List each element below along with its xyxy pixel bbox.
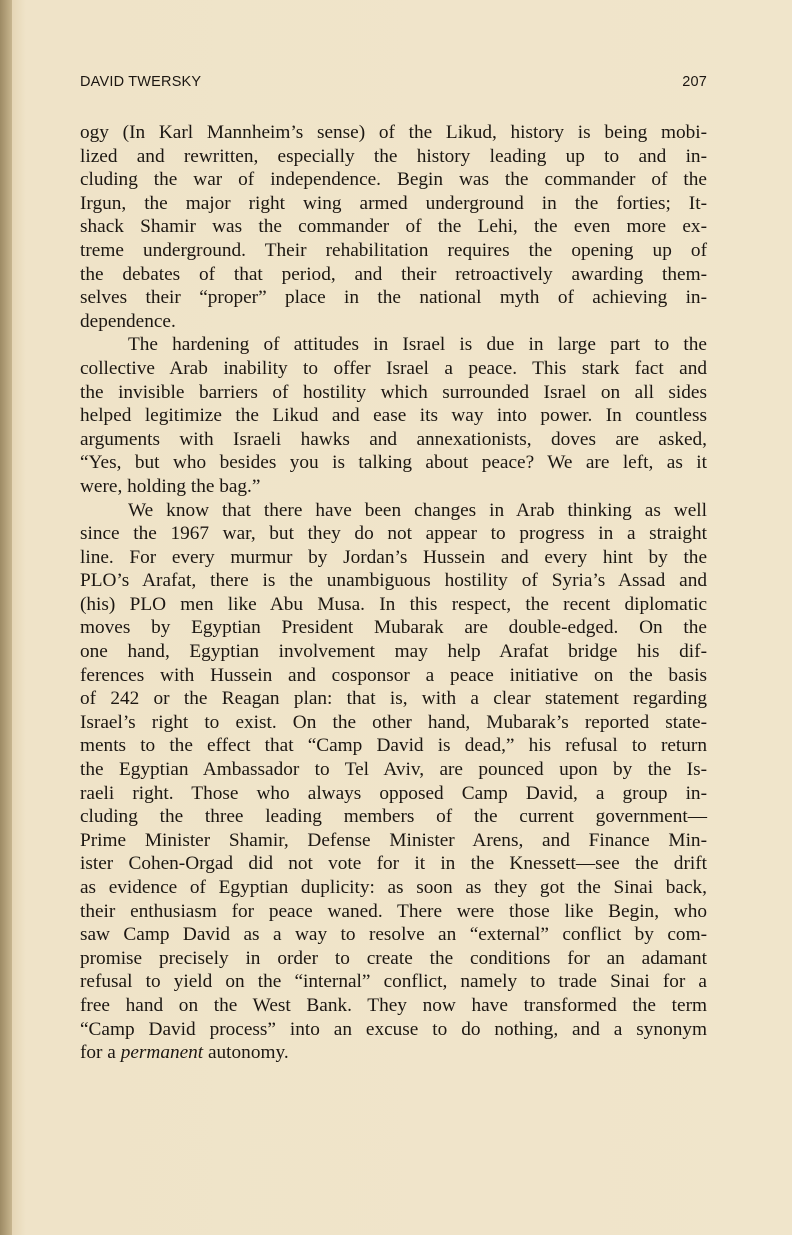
text-line: ogy (In Karl Mannheim’s sense) of the Likud, history is being mobi- <box>80 122 707 143</box>
text-line: dependence. <box>80 310 176 332</box>
text-line: the Egyptian Ambassador to Tel Aviv, are pounced upon by the Is- <box>80 759 707 781</box>
text-line: line. For every murmur by Jordan’s Hussein and every hint by the <box>80 546 707 568</box>
text-line-final <box>80 1041 707 1065</box>
text-line: were, holding the bag.” <box>80 475 261 497</box>
text-line: moves by Egyptian President Mubarak are double-edged. On the <box>80 617 707 639</box>
text-line: saw Camp David as a way to resolve an “external” conflict by com- <box>80 924 707 946</box>
text-line: Israel’s right to exist. On the other hand, Mubarak’s reported state- <box>80 711 707 733</box>
text-line: raeli right. Those who always opposed Camp David, a group in- <box>80 782 707 804</box>
text-line: selves their “proper” place in the national myth of achieving in- <box>80 287 707 309</box>
text-line: cluding the war of independence. Begin was the commander of the <box>80 169 707 191</box>
final-line-after: autonomy. <box>203 1042 289 1064</box>
text-line: shack Shamir was the commander of the Lehi, the even more ex- <box>80 216 707 238</box>
text-line: Irgun, the major right wing armed underground in the forties; It- <box>80 192 707 214</box>
text-line: the debates of that period, and their retroactively awarding them- <box>80 263 707 285</box>
page-number: 207 <box>682 74 707 90</box>
text-line: ments to the effect that “Camp David is dead,” his refusal to return <box>80 735 707 757</box>
text-line: of 242 or the Reagan plan: that is, with a clear statement regarding <box>80 688 707 710</box>
text-line: We know that there have been changes in Arab thinking as well <box>128 499 707 521</box>
text-line: “Yes, but who besides you is talking about peace? We are left, as it <box>80 452 707 474</box>
text-line: lized and rewritten, especially the history leading up to and in- <box>80 145 707 167</box>
text-line: treme underground. Their rehabilitation requires the opening up of <box>80 239 707 261</box>
text-line: cluding the three leading members of the current government— <box>80 806 707 828</box>
text-line: their enthusiasm for peace waned. There were those like Begin, who <box>80 900 707 922</box>
text-line: free hand on the West Bank. They now have transformed the term <box>80 994 707 1016</box>
running-head <box>80 74 707 96</box>
text-line: ferences with Hussein and cosponsor a peace initiative on the basis <box>80 664 707 686</box>
text-line: ister Cohen-Orgad did not vote for it in the Knessett—see the drift <box>80 853 707 875</box>
text-line: as evidence of Egyptian duplicity: as soon as they got the Sinai back, <box>80 877 707 898</box>
text-line: arguments with Israeli hawks and annexationists, doves are asked, <box>80 428 707 450</box>
text-line: collective Arab inability to offer Israel a peace. This stark fact and <box>80 357 707 379</box>
text-line: since the 1967 war, but they do not appear to progress in a straight <box>80 523 707 545</box>
final-line-before: for a <box>80 1042 121 1064</box>
text-line: Prime Minister Shamir, Defense Minister Arens, and Finance Min- <box>80 829 707 851</box>
text-line: refusal to yield on the “internal” conflict, namely to trade Sinai for a <box>80 971 707 993</box>
text-line: the invisible barriers of hostility which surrounded Israel on all sides <box>80 381 707 403</box>
running-head-author: DAVID TWERSKY <box>80 74 202 90</box>
text-line: promise precisely in order to create the conditions for an adamant <box>80 947 707 969</box>
body-text <box>80 121 707 1065</box>
text-line: helped legitimize the Likud and ease its way into power. In countless <box>80 405 707 427</box>
text-line: The hardening of attitudes in Israel is due in large part to the <box>128 334 707 356</box>
text-line: PLO’s Arafat, there is the unambiguous hostility of Syria’s Assad and <box>80 570 707 592</box>
text-line: one hand, Egyptian involvement may help Arafat bridge his dif- <box>80 641 707 663</box>
text-line: (his) PLO men like Abu Musa. In this respect, the recent diplomatic <box>80 593 707 615</box>
page-binding-shadow <box>0 0 12 1235</box>
emphasis-permanent: permanent <box>120 1042 204 1064</box>
text-line: “Camp David process” into an excuse to do nothing, and a synonym <box>80 1018 707 1040</box>
